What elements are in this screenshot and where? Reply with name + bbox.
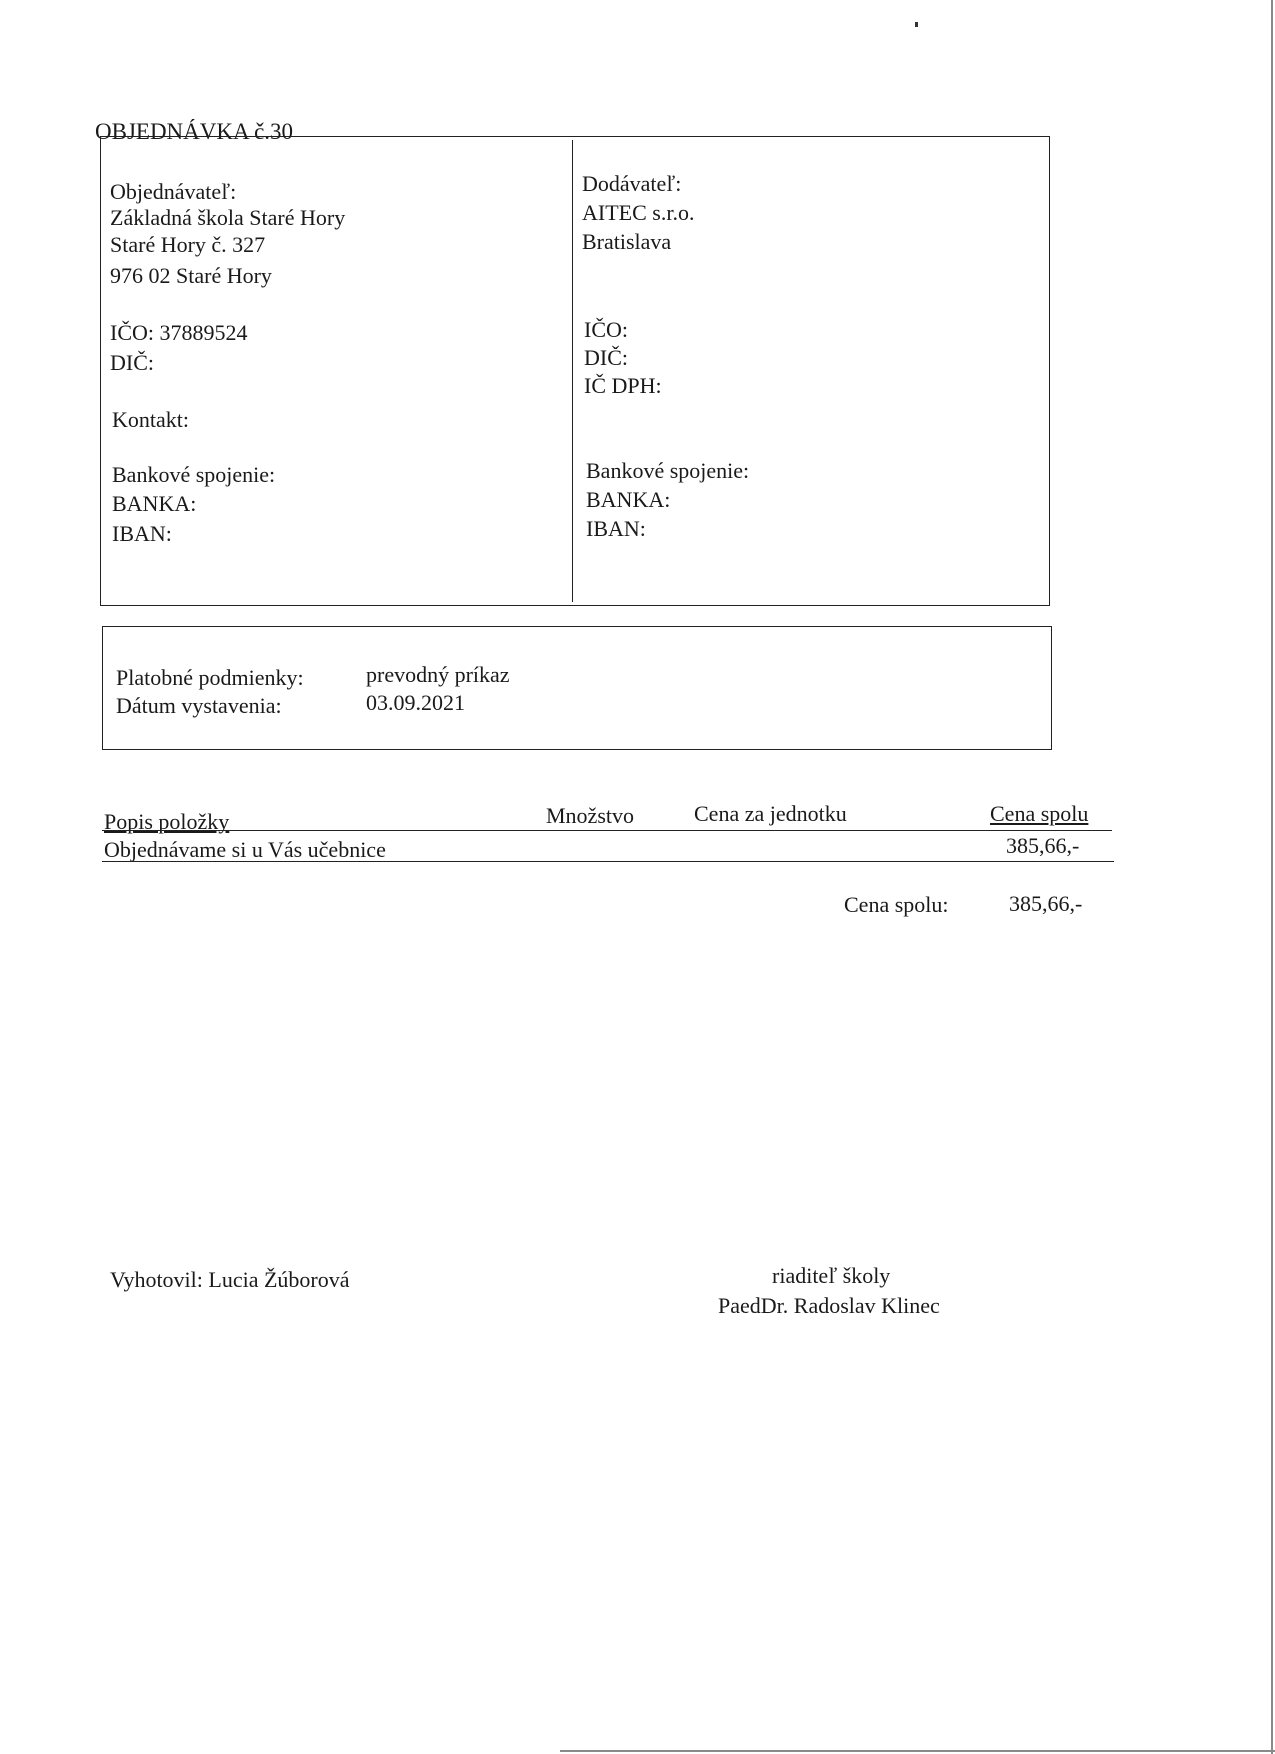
scan-speck bbox=[915, 22, 918, 27]
supplier-name: AITEC s.r.o. bbox=[582, 200, 695, 225]
row-description: Objednávame si u Vás učebnice bbox=[104, 837, 386, 862]
total-label: Cena spolu: bbox=[844, 892, 949, 917]
issue-date-label: Dátum vystavenia: bbox=[116, 693, 282, 718]
supplier-ico: IČO: bbox=[584, 317, 628, 342]
row-underline bbox=[102, 861, 1114, 862]
scan-edge-bottom bbox=[560, 1750, 1275, 1752]
supplier-icdph: IČ DPH: bbox=[584, 373, 662, 398]
scan-edge-right bbox=[1271, 0, 1273, 1754]
column-header-unit-price: Cena za jednotku bbox=[694, 801, 847, 826]
column-header-quantity: Množstvo bbox=[546, 803, 634, 828]
supplier-iban: IBAN: bbox=[586, 516, 646, 541]
header-underline bbox=[102, 830, 1112, 831]
payment-terms-value: prevodný príkaz bbox=[366, 662, 510, 687]
orderer-bank: BANKA: bbox=[112, 491, 197, 516]
prepared-by: Vyhotovil: Lucia Žúborová bbox=[110, 1267, 350, 1292]
supplier-bank: BANKA: bbox=[586, 487, 671, 512]
total-value: 385,66,- bbox=[1009, 891, 1083, 916]
orderer-ico: IČO: 37889524 bbox=[110, 320, 248, 345]
supplier-city: Bratislava bbox=[582, 229, 672, 254]
orderer-city: 976 02 Staré Hory bbox=[110, 263, 272, 288]
supplier-bank-heading: Bankové spojenie: bbox=[586, 458, 750, 483]
supplier-heading: Dodávateľ: bbox=[582, 171, 682, 196]
document-title: OBJEDNÁVKA č.30 bbox=[95, 119, 294, 144]
director-title: riaditeľ školy bbox=[772, 1263, 891, 1288]
orderer-contact: Kontakt: bbox=[112, 407, 189, 432]
payment-terms-label: Platobné podmienky: bbox=[116, 665, 304, 690]
column-header-total: Cena spolu bbox=[990, 801, 1089, 826]
parties-divider bbox=[572, 140, 573, 602]
director-name: PaedDr. Radoslav Klinec bbox=[718, 1293, 940, 1318]
orderer-bank-heading: Bankové spojenie: bbox=[112, 462, 276, 487]
row-total: 385,66,- bbox=[1006, 833, 1080, 858]
orderer-heading: Objednávateľ: bbox=[110, 179, 237, 204]
column-header-description: Popis položky bbox=[104, 809, 230, 834]
orderer-name: Základná škola Staré Hory bbox=[110, 205, 346, 230]
orderer-dic: DIČ: bbox=[110, 350, 154, 375]
issue-date-value: 03.09.2021 bbox=[366, 690, 465, 715]
orderer-iban: IBAN: bbox=[112, 521, 172, 546]
orderer-street: Staré Hory č. 327 bbox=[110, 232, 266, 257]
supplier-dic: DIČ: bbox=[584, 345, 628, 370]
